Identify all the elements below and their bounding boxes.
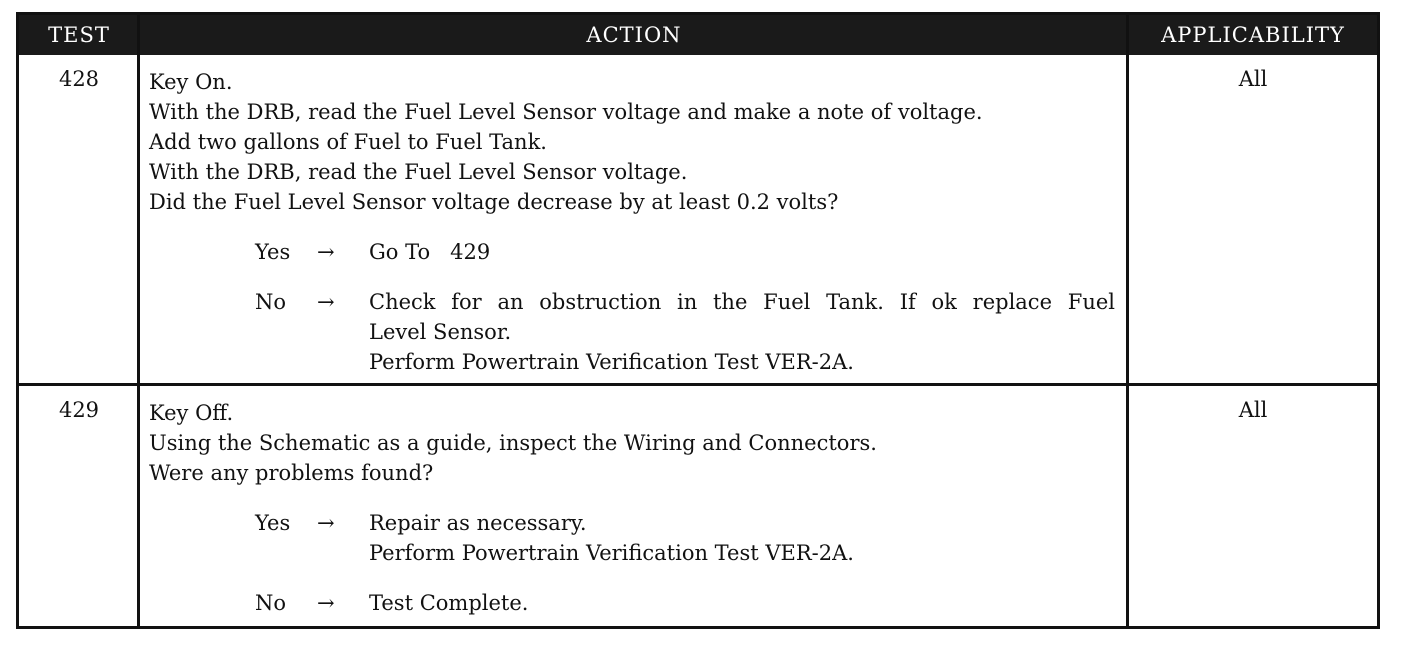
arrow-right-icon: → [317, 290, 335, 314]
no-result-line: Perform Powertrain Verification Test VER-2A. [369, 350, 854, 374]
table-header [19, 15, 1377, 55]
table-row [19, 386, 1377, 626]
action-cell [149, 67, 1121, 377]
yes-option [149, 508, 1121, 568]
yes-result: Go To 429 [369, 240, 491, 264]
test-number: 428 [58, 67, 100, 91]
yes-result-line: Repair as necessary. [369, 511, 587, 535]
header-action: ACTION [586, 23, 682, 47]
yes-label: Yes [255, 511, 291, 535]
no-option [149, 287, 1121, 377]
no-result-line: Check for an obstruction in the Fuel Tank. If ok replace Fuel [369, 290, 1115, 314]
action-line: With the DRB, read the Fuel Level Sensor voltage. [149, 160, 688, 184]
no-result: Test Complete. [369, 591, 529, 615]
yes-result-line: Perform Powertrain Verification Test VER-2A. [369, 541, 854, 565]
action-line: Key Off. [149, 401, 234, 425]
action-line: With the DRB, read the Fuel Level Sensor voltage and make a note of voltage. [149, 100, 983, 124]
no-result-line: Level Sensor. [369, 320, 512, 344]
applicability-value: All [1238, 398, 1268, 422]
yes-label: Yes [255, 240, 291, 264]
diagnostic-table [16, 12, 1380, 629]
yes-result [369, 508, 1115, 568]
no-result [369, 287, 1115, 377]
header-test: TEST [48, 23, 110, 47]
table-row [19, 55, 1377, 383]
applicability-value: All [1238, 67, 1268, 91]
arrow-right-icon: → [317, 511, 335, 535]
test-number: 429 [58, 398, 100, 422]
arrow-right-icon: → [317, 591, 335, 615]
action-line: Were any problems found? [149, 461, 434, 485]
yes-option [149, 237, 1121, 267]
action-cell [149, 398, 1121, 618]
action-line: Add two gallons of Fuel to Fuel Tank. [149, 130, 547, 154]
action-line: Using the Schematic as a guide, inspect the Wiring and Connectors. [149, 431, 877, 455]
header-applicability: APPLICABILITY [1161, 23, 1345, 47]
no-option [149, 588, 1121, 618]
no-label: No [255, 290, 287, 314]
action-line: Key On. [149, 70, 233, 94]
action-line: Did the Fuel Level Sensor voltage decrease by at least 0.2 volts? [149, 190, 839, 214]
arrow-right-icon: → [317, 240, 335, 264]
no-label: No [255, 591, 287, 615]
